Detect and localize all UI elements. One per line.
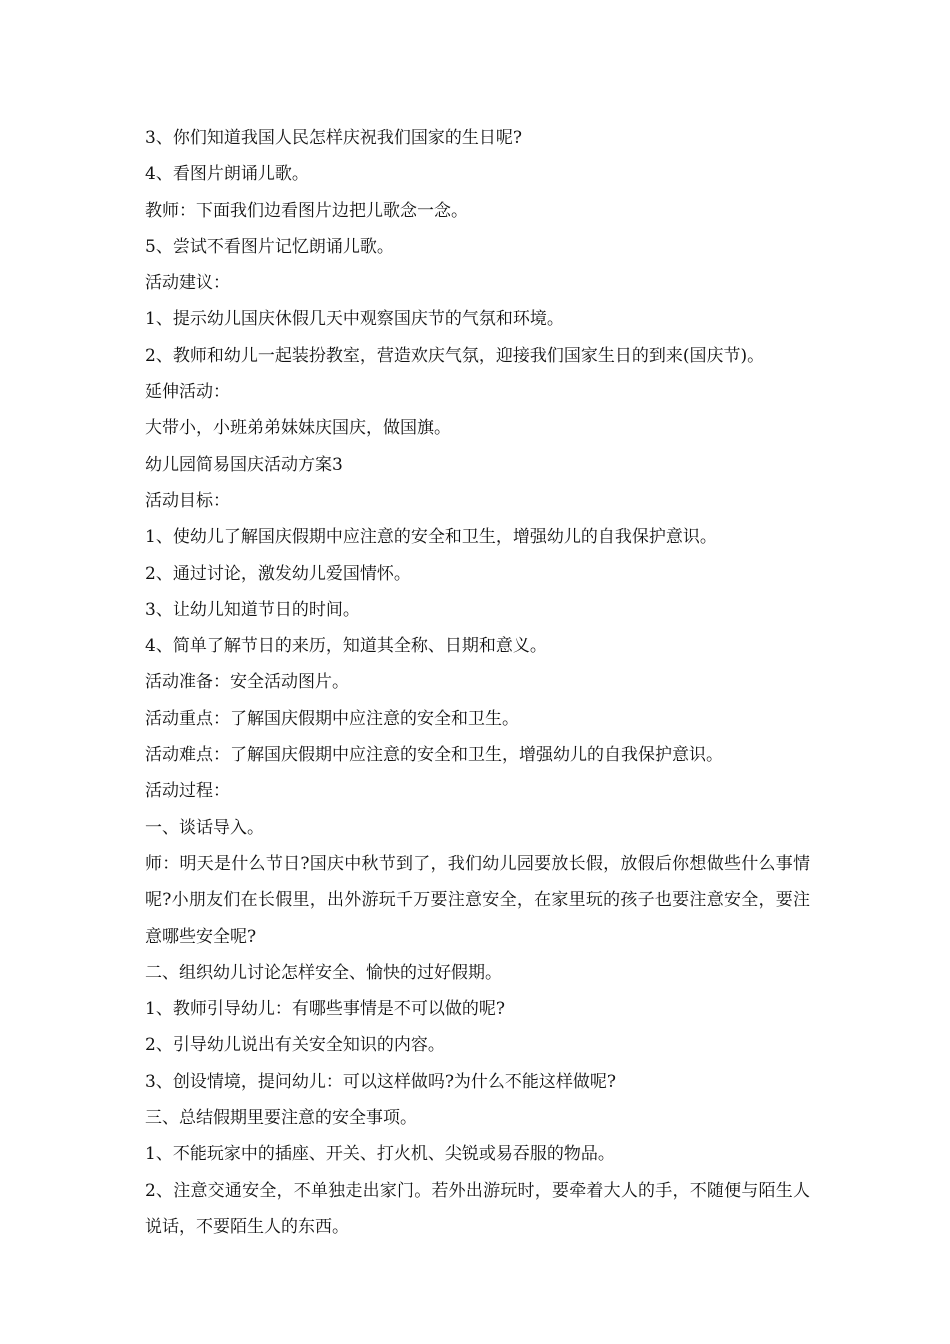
paragraph: 一、谈话导入。 — [145, 817, 264, 838]
section-heading: 活动过程： — [145, 781, 230, 802]
paragraph: 师：明天是什么节日?国庆中秋节到了，我们幼儿园要放长假，放假后你想做些什么事情呢?小朋友们在长假里，出外游玩千万要注意安全，在家里玩的孩子也要注意安全，要注意哪些安全呢? — [145, 853, 810, 947]
section-heading: 活动建议： — [145, 273, 230, 294]
paragraph: 活动难点：了解国庆假期中应注意的安全和卫生，增强幼儿的自我保护意识。 — [145, 745, 723, 766]
paragraph: 三、总结假期里要注意的安全事项。 — [145, 1108, 417, 1129]
paragraph: 教师：下面我们边看图片边把儿歌念一念。 — [145, 200, 468, 221]
section-heading: 延伸活动： — [145, 382, 230, 403]
paragraph: 二、组织幼儿讨论怎样安全、愉快的过好假期。 — [145, 962, 502, 983]
document-subtitle: 幼儿园简易国庆活动方案3 — [145, 454, 343, 475]
paragraph: 2、教师和幼儿一起装扮教室，营造欢庆气氛，迎接我们国家生日的到来(国庆节)。 — [145, 345, 765, 366]
section-heading: 活动目标： — [145, 490, 230, 511]
paragraph: 3、让幼儿知道节日的时间。 — [145, 599, 360, 620]
paragraph: 1、教师引导幼儿：有哪些事情是不可以做的呢? — [145, 999, 505, 1020]
paragraph: 1、不能玩家中的插座、开关、打火机、尖锐或易吞服的物品。 — [145, 1144, 615, 1165]
paragraph: 4、看图片朗诵儿歌。 — [145, 164, 309, 185]
paragraph: 3、创设情境，提问幼儿：可以这样做吗?为什么不能这样做呢? — [145, 1071, 617, 1092]
document-body — [145, 120, 810, 1245]
paragraph: 4、简单了解节日的来历，知道其全称、日期和意义。 — [145, 636, 547, 657]
paragraph: 2、引导幼儿说出有关安全知识的内容。 — [145, 1035, 445, 1056]
paragraph: 1、提示幼儿国庆休假几天中观察国庆节的气氛和环境。 — [145, 309, 564, 330]
paragraph: 1、使幼儿了解国庆假期中应注意的安全和卫生，增强幼儿的自我保护意识。 — [145, 527, 717, 548]
paragraph: 5、尝试不看图片记忆朗诵儿歌。 — [145, 236, 394, 257]
paragraph: 3、你们知道我国人民怎样庆祝我们国家的生日呢? — [145, 128, 522, 148]
paragraph: 活动准备：安全活动图片。 — [145, 672, 349, 693]
paragraph: 2、注意交通安全，不单独走出家门。若外出游玩时，要牵着大人的手，不随便与陌生人说话，不要陌生人的东西。 — [145, 1180, 810, 1237]
paragraph: 活动重点：了解国庆假期中应注意的安全和卫生。 — [145, 708, 519, 729]
paragraph: 2、通过讨论，激发幼儿爱国情怀。 — [145, 563, 411, 584]
paragraph: 大带小，小班弟弟妹妹庆国庆，做国旗。 — [145, 418, 451, 439]
